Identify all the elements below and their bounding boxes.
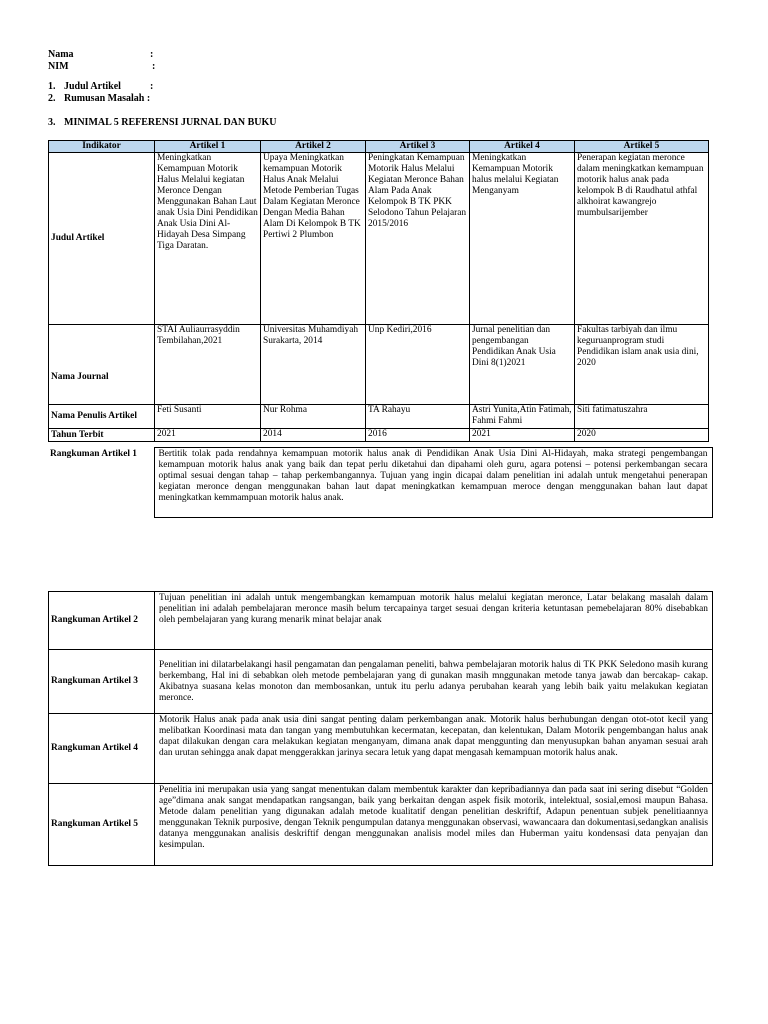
nama-line	[48, 49, 74, 61]
nama-label: Nama	[48, 49, 74, 60]
summary-label: Rangkuman Artikel 3	[49, 650, 155, 714]
reference-table	[48, 140, 709, 442]
summary-label: Rangkuman Artikel 1	[50, 448, 137, 459]
table-header-row	[49, 141, 709, 153]
column-header: Artikel 2	[261, 141, 366, 153]
row-label: Tahun Terbit	[49, 429, 155, 442]
item-label: Rumusan Masalah	[64, 93, 145, 104]
table-row-journal	[49, 325, 709, 405]
summary-text: Motorik Halus anak pada anak usia dini sangat penting dalam perkembangan anak. Motorik halus berhubungan dengan otot-otot kecil yang melibatkan Koordinasi mata dan tangan yang membutuhkan kecermatan, kecepatan, dan kelentukan, Dalam Motorik pengembangan halus anak dapat dilakukan dengan cara melakukan kegiatan menganyam, dimana anak dapat menggunting dan menyusupkan bahan anyaman sesuai arah dan urutan sehingga anak dapat menggerakkan jarinya secara letuk yang dapat mengasah kemampuan motorik halus anak.	[155, 714, 713, 784]
table-row-judul	[49, 153, 709, 325]
summary-row	[48, 448, 712, 518]
summary-row	[49, 714, 713, 784]
nim-line	[48, 61, 69, 73]
table-cell: Upaya Meningkatkan kemampuan Motorik Halus Anak Melalui Metode Pemberian Tugas Dalam Kegiatan Meronce Dengan Media Bahan Alam Di Kelompok B TK Pertiwi 2 Plumbon	[261, 153, 366, 325]
table-cell: Siti fatimatuszahra	[575, 405, 709, 429]
table-cell: Meningkatkan Kemampuan Motorik halus melalui Kegiatan Menganyam	[470, 153, 575, 325]
table-cell: 2021	[155, 429, 261, 442]
summary-text: Tujuan penelitian ini adalah untuk mengembangkan kemampuan motorik halus melalui kegiatan meronce, Latar belakang masalah dalam penelitian ini adalah pembelajaran meronce masih belum tercapainya target sesuai dengan kriteria ketuntasan pemebelajaran 80% disebabkan oleh pembelajaran yang kurang menarik minat belajar anak	[155, 592, 713, 650]
item-label: Judul Artikel	[64, 81, 121, 92]
table-cell: Unp Kediri,2016	[366, 325, 470, 405]
nama-colon	[150, 49, 153, 61]
summary-label: Rangkuman Artikel 2	[49, 592, 155, 650]
table-row-penulis	[49, 405, 709, 429]
table-cell: Universitas Muhamdiyah Surakarta, 2014	[261, 325, 366, 405]
nim-label: NIM	[48, 61, 69, 72]
row-label: Judul Artikel	[49, 153, 155, 325]
summary-text: Penelitia ini merupakan usia yang sangat menentukan dalam membentuk karakter dan kepribadiannya dan pada saat ini sering disebut “Golden age”dimana anak sangat mendapatkan rangsangan, baik yang berkaitan dengan aspek fisik motorik, intelektual, sosial,emosi maupun Bahasa. Metode dalam penelitian yang digunakan adalah metode kualitatif dengan penelitian deskriftif, Adapun penentuan subjek penelitiaannya menggunakan Teknik purposive, dengan Teknik pengumpulan datanya menggunakan observasi, wawancaara dan dokumentasi,sedangkan analisis datanya menggunakan analisis deskriftif dengan menggunakan analisis model miles dan Huberman yaitu kondensasi data penyajan dan kesimpulan.	[155, 784, 713, 866]
item-judul-artikel	[48, 81, 121, 93]
table-cell: Jurnal penelitian dan pengembangan Pendidikan Anak Usia Dini 8(1)2021	[470, 325, 575, 405]
summary-label: Rangkuman Artikel 5	[49, 784, 155, 866]
row-label: Nama Penulis Artikel	[49, 405, 155, 429]
nim-colon	[152, 61, 155, 73]
table-cell: Fakultas tarbiyah dan ilmu keguruanprogram studi Pendidikan islam anak usia dini, 2020	[575, 325, 709, 405]
item-rumusan-masalah	[48, 93, 150, 105]
summary-row	[49, 592, 713, 650]
table-cell: STAI Auliaurrasyddin Tembilahan,2021	[155, 325, 261, 405]
table-cell: Meningkatkan Kemampuan Motorik Halus Melalui kegiatan Meronce Dengan Menggunakan Bahan Laut anak Usia Dini Pendidikan Anak Usia Dini Al-Hidayah Desa Simpang Tiga Daratan.	[155, 153, 261, 325]
item-number: 2.	[48, 93, 56, 104]
column-header: Artikel 1	[155, 141, 261, 153]
colon: :	[152, 61, 156, 72]
table-cell: Feti Susanti	[155, 405, 261, 429]
table-cell: Nur Rohma	[261, 405, 366, 429]
item-number: 1.	[48, 81, 56, 92]
column-header: Artikel 3	[366, 141, 470, 153]
item-label: MINIMAL 5 REFERENSI JURNAL DAN BUKU	[64, 117, 277, 128]
item-number: 3.	[48, 117, 56, 128]
table-cell: Penerapan kegiatan meronce dalam meningkatkan kemampuan motorik halus anak pada kelompok B di Raudhatul athfal alkhoirat kawangrejo mumbulsarijember	[575, 153, 709, 325]
item-referensi	[48, 117, 277, 129]
table-cell: TA Rahayu	[366, 405, 470, 429]
summary-text: Bertitik tolak pada rendahnya kemampuan motorik halus anak di Pendidikan Anak Usia Dini Al-Hidayah, maka strategi pengembangan kemampuan motorik halus anak yang baik dan tepat perlu diketahui dan dipahami oleh guru, agara potensi – potensi perkembangan secara optimal sesuai dengan tahap – tahap perkembangannya. Tujuan yang ingin dicapai dalam penelitian ini adalah untuk mengetahui penerapan kegiatan meronce dengan menggunakan bahan laut dapat meningkatkan kemampuan meroce dengan menggunakan bahan laut dapat meningkatkan kemmampuan motorik halus anak.	[154, 448, 712, 518]
colon: :	[150, 49, 154, 60]
table-cell: Astri Yunita,Atin Fatimah, Fahmi Fahmi	[470, 405, 575, 429]
summary-row	[49, 650, 713, 714]
table-cell: 2016	[366, 429, 470, 442]
summary-text: Penelitian ini dilatarbelakangi hasil pengamatan dan pengalaman peneliti, bahwa pembelajaran motorik halus di TK PKK Seledono masih kurang berkembang, Hal ini di sebabkan oleh metode pembelajaran yang di gunakan masih mnggunakan metode tanya jawab dan bercakap- cakap. Akibatnya suasana kelas monoton dan membosankan, untuk itu perlu adanya perubahan kearah yang lebih baik yaitu melakukan kegiatan meronce.	[155, 650, 713, 714]
item1-colon	[150, 81, 153, 93]
colon: :	[150, 81, 154, 92]
column-header: Artikel 4	[470, 141, 575, 153]
table-cell: 2014	[261, 429, 366, 442]
summary-table-1	[48, 447, 713, 518]
column-header: Indikator	[49, 141, 155, 153]
table-cell: Peningkatan Kemampuan Motorik Halus Melalui Kegiatan Meronce Bahan Alam Pada Anak Kelompok B TK PKK Selodono Tahun Pelajaran 2015/2016	[366, 153, 470, 325]
summary-table-2-5	[48, 591, 713, 866]
summary-row	[49, 784, 713, 866]
table-cell: 2021	[470, 429, 575, 442]
row-label: Nama Journal	[49, 325, 155, 405]
table-cell: 2020	[575, 429, 709, 442]
colon: :	[146, 93, 151, 104]
column-header: Artikel 5	[575, 141, 709, 153]
summary-label: Rangkuman Artikel 4	[49, 714, 155, 784]
table-row-tahun	[49, 429, 709, 442]
